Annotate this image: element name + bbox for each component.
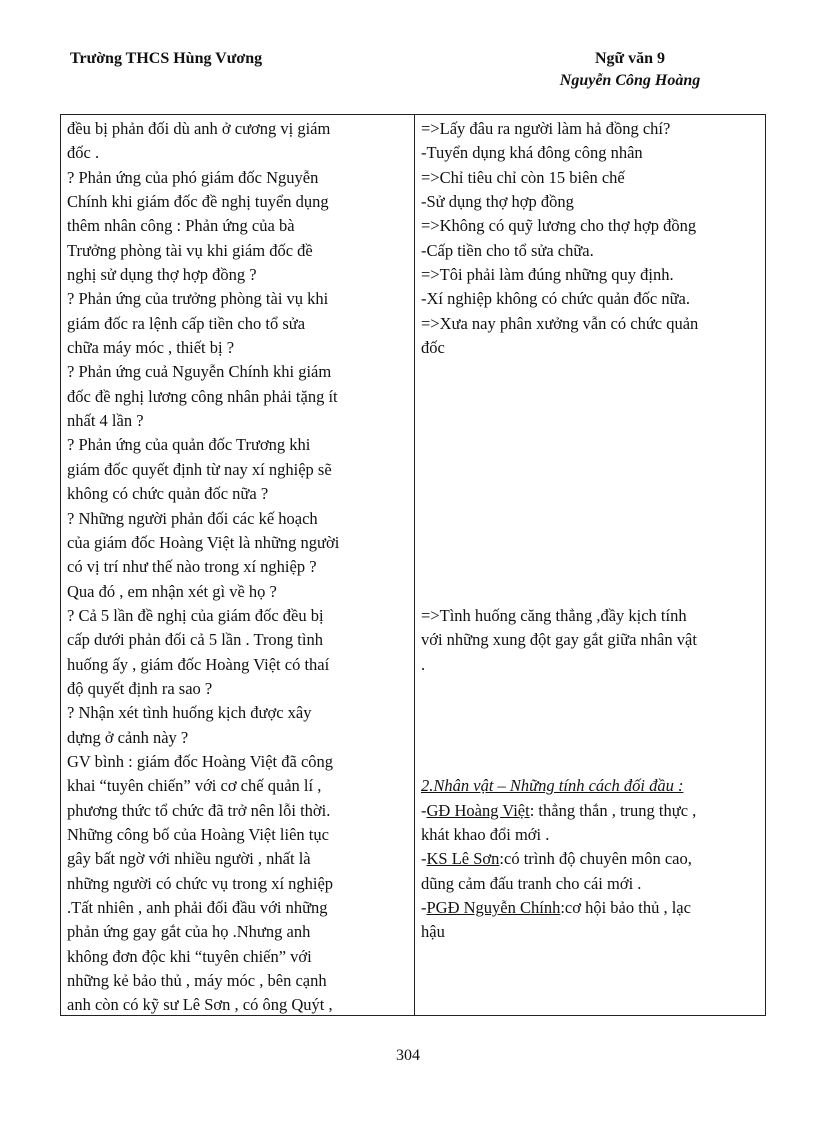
- question-line: ? Những người phản đối các kế hoạch: [67, 508, 318, 528]
- character-line: hậu: [421, 922, 445, 942]
- question-line: chữa máy móc , thiết bị ?: [67, 338, 235, 358]
- question-line: ? Nhận xét tình huống kịch được xây: [67, 703, 312, 723]
- answer-line: =>Chỉ tiêu chỉ còn 15 biên chế: [421, 167, 625, 187]
- question-line: phản ứng gay gắt của họ .Nhưng anh: [67, 922, 311, 942]
- question-line: ? Phản ứng của quản đốc Trương khi: [67, 435, 311, 455]
- character-line: khát khao đổi mới .: [421, 825, 550, 845]
- answer-line: =>Tôi phải làm đúng những quy định.: [421, 265, 674, 285]
- question-line: huống ấy , giám đốc Hoàng Việt có thaí: [67, 654, 330, 674]
- question-line: nghị sử dụng thợ hợp đồng ?: [67, 265, 257, 285]
- character-desc: :có trình độ chuyên môn cao,: [499, 849, 692, 869]
- question-line: của giám đốc Hoàng Việt là những người: [67, 532, 340, 552]
- character-desc: : thẳng thắn , trung thực ,: [529, 800, 697, 820]
- character-name: PGĐ Nguyễn Chính: [426, 898, 561, 918]
- character-desc: :cơ hội bảo thủ , lạc: [560, 898, 691, 918]
- school-name: Trường THCS Hùng Vương: [70, 50, 263, 67]
- answer-line: =>Xưa nay phân xưởng vẫn có chức quản: [421, 313, 699, 333]
- question-line: Những công bố của Hoàng Việt liên tục: [67, 824, 329, 844]
- question-line: giám đốc ra lệnh cấp tiền cho tổ sửa: [67, 313, 306, 333]
- spacer: [421, 677, 761, 774]
- answer-line: =>Tình huống căng thẳng ,đầy kịch tính: [421, 605, 687, 625]
- answer-line: =>Lấy đâu ra người làm hả đồng chí?: [421, 119, 671, 138]
- answer-line: -Tuyển dụng khá đông công nhân: [421, 143, 643, 163]
- subject-title: Ngữ văn 9: [594, 50, 666, 67]
- question-line: ? Cả 5 lần đề nghị của giám đốc đều bị: [67, 605, 324, 625]
- question-line: Chính khi giám đốc đề nghị tuyển dụng: [67, 192, 329, 212]
- question-line: đốc đề nghị lương công nhân phải tặng ít: [67, 386, 338, 406]
- right-column: [421, 115, 761, 945]
- question-line: đều bị phản đối dù anh ở cương vị giám: [67, 119, 331, 138]
- character-line: -PGĐ Nguyễn Chính:cơ hội bảo thủ , lạc: [421, 898, 691, 918]
- section-heading: 2.Nhân vật – Những tính cách đối đầu :: [421, 776, 684, 796]
- question-line: Qua đó , em nhận xét gì về họ ?: [67, 581, 277, 601]
- answer-line: với những xung đột gay gắt giữa nhân vật: [421, 630, 697, 650]
- answer-line: -Xí nghiệp không có chức quản đốc nữa.: [421, 289, 690, 309]
- spacer: [421, 360, 761, 604]
- question-line: không đơn độc khi “tuyên chiến” với: [67, 946, 312, 966]
- question-line: .Tất nhiên , anh phải đối đầu với những: [67, 898, 328, 917]
- question-line: thêm nhân công : Phản ứng của bà: [67, 216, 295, 236]
- characters-block: [421, 774, 761, 944]
- question-line: ? Phản ứng của trưởng phòng tài vụ khi: [67, 289, 329, 309]
- situation-block: [421, 604, 761, 677]
- question-line: anh còn có kỹ sư Lê Sơn , có ông Quýt ,: [67, 995, 333, 1015]
- answers-block: [421, 117, 761, 360]
- left-column: [67, 115, 407, 1018]
- question-line: GV bình : giám đốc Hoàng Việt đã công: [67, 751, 334, 771]
- column-divider: [414, 115, 415, 1015]
- character-line: -KS Lê Sơn:có trình độ chuyên môn cao,: [421, 849, 692, 869]
- answer-line: =>Không có quỹ lương cho thợ hợp đồng: [421, 216, 697, 236]
- question-line: phương thức tổ chức đã trở nên lỗi thời.: [67, 800, 331, 820]
- character-name: KS Lê Sơn: [426, 849, 500, 869]
- author-name: Nguyễn Công Hoàng: [559, 72, 701, 89]
- character-line: dũng cảm đấu tranh cho cái mới .: [421, 873, 642, 893]
- question-line: ? Phản ứng cuả Nguyễn Chính khi giám: [67, 362, 332, 382]
- question-line: cấp dưới phản đối cả 5 lần . Trong tình: [67, 630, 323, 650]
- question-line: không có chức quản đốc nữa ?: [67, 484, 269, 504]
- question-line: những người có chức vụ trong xí nghiệp: [67, 873, 334, 893]
- answer-line: đốc: [421, 338, 445, 358]
- question-line: nhất 4 lần ?: [67, 411, 144, 431]
- question-line: ? Phản ứng của phó giám đốc Nguyễn: [67, 167, 319, 187]
- question-line: dựng ở cảnh này ?: [67, 727, 189, 747]
- header-right: [520, 50, 740, 90]
- question-line: độ quyết định ra sao ?: [67, 678, 213, 698]
- answer-line: .: [421, 654, 426, 674]
- question-line: đốc .: [67, 143, 100, 163]
- character-name: GĐ Hoàng Việt: [426, 800, 530, 820]
- question-line: gây bất ngờ với nhiều người , nhất là: [67, 849, 311, 869]
- question-line: Trưởng phòng tài vụ khi giám đốc đề: [67, 240, 313, 260]
- answer-line: -Cấp tiền cho tổ sửa chữa.: [421, 240, 594, 260]
- answer-line: -Sử dụng thợ hợp đồng: [421, 192, 574, 212]
- question-line: khai “tuyên chiến” với cơ chế quản lí ,: [67, 776, 322, 796]
- question-line: những kẻ bảo thủ , máy móc , bên cạnh: [67, 971, 327, 991]
- question-line: có vị trí như thế nào trong xí nghiệp ?: [67, 557, 317, 577]
- lesson-table: [60, 114, 766, 1016]
- question-line: giám đốc quyết định từ nay xí nghiệp sẽ: [67, 459, 332, 479]
- character-line: -GĐ Hoàng Việt: thẳng thắn , trung thực ,: [421, 800, 697, 820]
- page-number: 304: [396, 1047, 420, 1064]
